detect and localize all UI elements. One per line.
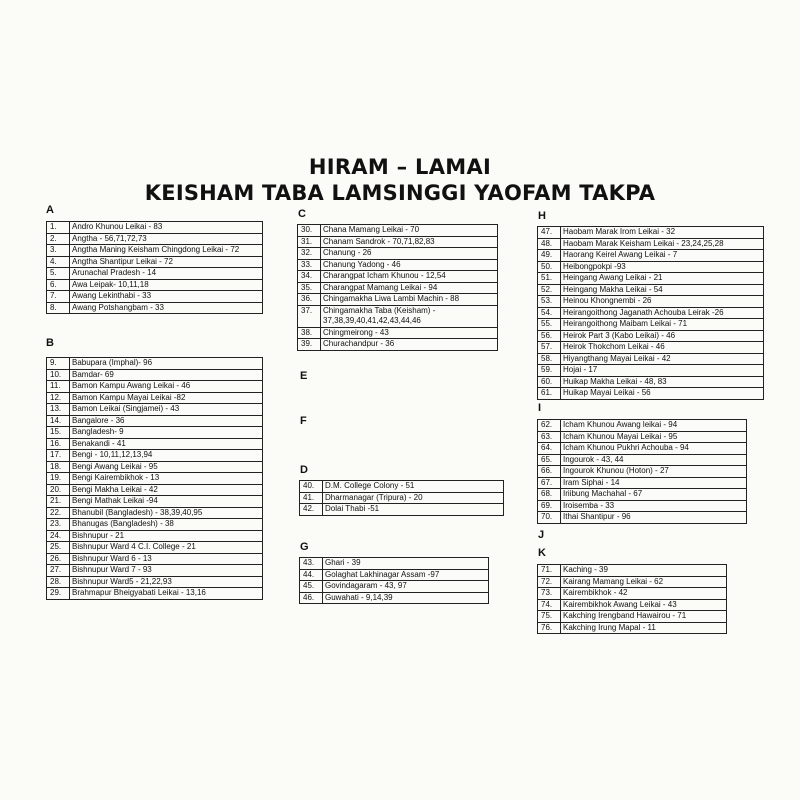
section-letter-k: K [538,547,546,559]
list-row [47,302,263,314]
list-row [300,581,489,593]
row-entry: Angtha - 56,71,72,73 [70,233,263,245]
section-letter-d: D [300,464,308,476]
row-number: 31. [298,236,321,248]
list-row [47,222,263,234]
row-entry: Charangpat Icham Khunou - 12,54 [321,271,498,283]
row-entry: Bhanubil (Bangladesh) - 38,39,40,95 [70,507,263,519]
row-entry: Bengi Kairembikhok - 13 [70,473,263,485]
list-row [538,599,727,611]
row-number: 75. [538,611,561,623]
row-number: 55. [538,319,561,331]
row-number: 72. [538,576,561,588]
row-entry: Bishnupur Ward5 - 21,22,93 [70,576,263,588]
row-number: 21. [47,496,70,508]
section-letter-j: J [538,529,545,541]
row-number: 63. [538,431,561,443]
list-row [47,438,263,450]
list-row [47,530,263,542]
row-number: 16. [47,438,70,450]
table-section-a [46,221,263,314]
row-number: 57. [538,342,561,354]
row-number: 49. [538,250,561,262]
row-entry: Andro Khunou Leikai - 83 [70,222,263,234]
row-entry: Babupara (Imphal)- 96 [70,358,263,370]
list-row [538,466,747,478]
row-entry: Bengi Mathak Leikai -94 [70,496,263,508]
row-number: 1. [47,222,70,234]
row-entry: Heingang Makha Leikai - 54 [561,284,764,296]
list-row [47,496,263,508]
row-number: 43. [300,558,323,570]
list-row [47,415,263,427]
list-row [47,507,263,519]
list-row [47,519,263,531]
row-number: 50. [538,261,561,273]
row-number: 66. [538,466,561,478]
row-entry: Churachandpur - 36 [321,339,498,351]
row-number: 4. [47,256,70,268]
row-number: 14. [47,415,70,427]
row-entry: Dolai Thabi -51 [323,504,504,516]
row-number: 22. [47,507,70,519]
row-entry: Haorang Keirel Awang Leikai - 7 [561,250,764,262]
row-entry: Bhanugas (Bangladesh) - 38 [70,519,263,531]
row-entry: Ithai Shantipur - 96 [561,512,747,524]
row-number: 3. [47,245,70,257]
row-entry: Bengi Makha Leikai - 42 [70,484,263,496]
row-number: 38. [298,327,321,339]
list-row [298,271,498,283]
list-row [47,473,263,485]
list-row [298,248,498,260]
row-entry: Haobam Marak Irom Leikai - 32 [561,227,764,239]
table-section-i [537,419,747,524]
table-section-d [299,480,504,516]
list-row [47,358,263,370]
row-number: 69. [538,500,561,512]
list-row [47,404,263,416]
row-number: 27. [47,565,70,577]
section-letter-i: I [538,402,542,414]
row-number: 59. [538,365,561,377]
list-row [538,477,747,489]
row-number: 76. [538,622,561,634]
list-row [298,294,498,306]
document-subtitle: KEISHAM TABA LAMSINGGI YAOFAM TAKPA [144,181,656,205]
row-entry: Hojai - 17 [561,365,764,377]
row-number: 44. [300,569,323,581]
row-entry: Charangpat Mamang Leikai - 94 [321,282,498,294]
row-entry: Ghari - 39 [323,558,489,570]
row-number: 67. [538,477,561,489]
row-number: 9. [47,358,70,370]
table-section-h [537,226,764,400]
row-entry: Awang Lekinthabi - 33 [70,291,263,303]
table-section-g [299,557,489,604]
list-row [298,305,498,327]
row-number: 18. [47,461,70,473]
row-entry: Benakandi - 41 [70,438,263,450]
list-row [47,279,263,291]
list-row [300,481,504,493]
row-entry: Ingourok Khunou (Hoton) - 27 [561,466,747,478]
row-number: 15. [47,427,70,439]
list-row [538,576,727,588]
row-entry: Golaghat Lakhinagar Assam -97 [323,569,489,581]
row-entry: Bamon Leikai (Singjamei) - 43 [70,404,263,416]
row-entry: Kairembikhok Awang Leikai - 43 [561,599,727,611]
list-row [538,227,764,239]
row-entry: Huikap Makha Leikai - 48, 83 [561,376,764,388]
list-row [47,256,263,268]
row-number: 73. [538,588,561,600]
list-row [298,327,498,339]
list-row [47,576,263,588]
row-number: 8. [47,302,70,314]
list-row [538,489,747,501]
list-row [538,250,764,262]
list-row [300,558,489,570]
row-entry: Icham Khunou Awang leikai - 94 [561,420,747,432]
list-row [298,339,498,351]
row-entry: Kakching Irung Mapal - 11 [561,622,727,634]
row-number: 2. [47,233,70,245]
row-entry: Heirok Part 3 (Kabo Leikai) - 46 [561,330,764,342]
row-number: 70. [538,512,561,524]
list-row [298,225,498,237]
list-row [300,569,489,581]
table-section-k [537,564,727,634]
row-entry: Bishnupur - 21 [70,530,263,542]
row-entry: Brahmapur Bheigyabati Leikai - 13,16 [70,588,263,600]
list-row [538,565,727,577]
row-entry: Ingourok - 43, 44 [561,454,747,466]
section-letter-g: G [300,541,309,553]
row-entry: Icham Khunou Mayai Leikai - 95 [561,431,747,443]
list-row [538,611,727,623]
list-row [47,484,263,496]
row-entry: Bishnupur Ward 7 - 93 [70,565,263,577]
list-row [300,504,504,516]
row-entry: Heinou Khongnembi - 26 [561,296,764,308]
row-number: 42. [300,504,323,516]
row-entry: Arunachal Pradesh - 14 [70,268,263,280]
list-row [300,592,489,604]
row-number: 61. [538,388,561,400]
section-letter-f: F [300,415,307,427]
row-number: 64. [538,443,561,455]
list-row [538,238,764,250]
list-row [538,512,747,524]
section-letter-h: H [538,210,546,222]
list-row [47,588,263,600]
row-number: 54. [538,307,561,319]
row-number: 47. [538,227,561,239]
row-entry: Huikap Mayai Leikai - 56 [561,388,764,400]
section-letter-e: E [300,370,308,382]
section-letter-b: B [46,337,54,349]
row-entry: Chanung Yadong - 46 [321,259,498,271]
row-number: 71. [538,565,561,577]
row-entry: Dharmanagar (Tripura) - 20 [323,492,504,504]
row-entry: Angtha Maning Keisham Chingdong Leikai - 72 [70,245,263,257]
list-row [298,282,498,294]
row-entry: Bamon Kampu Mayai Leikai -82 [70,392,263,404]
row-number: 74. [538,599,561,611]
row-entry: Kairang Mamang Leikai - 62 [561,576,727,588]
row-entry: Awa Leipak- 10,11,18 [70,279,263,291]
row-number: 32. [298,248,321,260]
row-entry: Angtha Shantipur Leikai - 72 [70,256,263,268]
list-row [538,330,764,342]
list-row [47,461,263,473]
list-row [47,268,263,280]
row-entry: Heingang Awang Leikai - 21 [561,273,764,285]
list-row [538,353,764,365]
list-row [538,622,727,634]
row-number: 20. [47,484,70,496]
row-number: 11. [47,381,70,393]
row-entry: Chingamakha Liwa Lambi Machin - 88 [321,294,498,306]
list-row [538,431,747,443]
list-row [538,319,764,331]
row-entry: Kairembikhok - 42 [561,588,727,600]
row-number: 26. [47,553,70,565]
row-number: 48. [538,238,561,250]
row-entry: Bangladesh- 9 [70,427,263,439]
row-entry: Guwahati - 9,14,39 [323,592,489,604]
list-row [47,381,263,393]
list-row [47,427,263,439]
row-number: 17. [47,450,70,462]
section-letter-a: A [46,204,54,216]
row-entry: Chingmeirong - 43 [321,327,498,339]
row-entry: Bangalore - 36 [70,415,263,427]
list-row [538,296,764,308]
list-row [47,565,263,577]
row-number: 45. [300,581,323,593]
list-row [538,443,747,455]
row-number: 29. [47,588,70,600]
row-entry: Bishnupur Ward 6 - 13 [70,553,263,565]
row-entry: Hiyangthang Mayai Leikai - 42 [561,353,764,365]
list-row [47,233,263,245]
list-row [47,542,263,554]
list-row [298,236,498,248]
row-number: 33. [298,259,321,271]
list-row [538,365,764,377]
list-row [47,369,263,381]
row-number: 12. [47,392,70,404]
row-entry: Awang Potshangbam - 33 [70,302,263,314]
row-entry: Iram Siphai - 14 [561,477,747,489]
list-row [538,454,747,466]
row-number: 25. [47,542,70,554]
list-row [538,420,747,432]
row-entry: Heirok Thokchom Leikai - 46 [561,342,764,354]
row-number: 35. [298,282,321,294]
row-entry: Chanung - 26 [321,248,498,260]
row-number: 10. [47,369,70,381]
list-row [538,388,764,400]
row-entry: Bengi Awang Leikai - 95 [70,461,263,473]
row-entry: Iroisemba - 33 [561,500,747,512]
list-row [298,259,498,271]
row-number: 65. [538,454,561,466]
row-entry: Kaching - 39 [561,565,727,577]
row-number: 24. [47,530,70,542]
row-entry: Bengi - 10,11,12,13,94 [70,450,263,462]
list-row [538,376,764,388]
row-entry: Chingamakha Taba (Keisham) - 37,38,39,40,41,42,43,44,46 [321,305,498,327]
row-entry: Heirangoithong Maibam Leikai - 71 [561,319,764,331]
row-number: 56. [538,330,561,342]
list-row [538,500,747,512]
row-number: 60. [538,376,561,388]
row-number: 68. [538,489,561,501]
row-number: 58. [538,353,561,365]
row-number: 36. [298,294,321,306]
row-number: 34. [298,271,321,283]
list-row [538,273,764,285]
row-number: 53. [538,296,561,308]
table-section-b [46,357,263,600]
list-row [47,450,263,462]
row-entry: Bamdar- 69 [70,369,263,381]
row-entry: Heibongpokpi -93 [561,261,764,273]
list-row [538,284,764,296]
table-section-c [297,224,498,351]
row-entry: Bamon Kampu Awang Leikai - 46 [70,381,263,393]
row-entry: Heirangoithong Jaganath Achouba Leirak -26 [561,307,764,319]
row-number: 40. [300,481,323,493]
row-number: 41. [300,492,323,504]
list-row [538,588,727,600]
row-number: 52. [538,284,561,296]
row-number: 46. [300,592,323,604]
list-row [47,553,263,565]
row-number: 6. [47,279,70,291]
section-letter-c: C [298,208,306,220]
row-number: 7. [47,291,70,303]
list-row [300,492,504,504]
list-row [47,245,263,257]
row-entry: Chana Mamang Leikai - 70 [321,225,498,237]
row-number: 37. [298,305,321,327]
row-number: 28. [47,576,70,588]
row-number: 62. [538,420,561,432]
row-number: 13. [47,404,70,416]
row-entry: D.M. College Colony - 51 [323,481,504,493]
list-row [538,261,764,273]
row-number: 30. [298,225,321,237]
row-entry: Iriibung Machahal - 67 [561,489,747,501]
row-entry: Govindagaram - 43, 97 [323,581,489,593]
row-entry: Kakching Irengband Hawairou - 71 [561,611,727,623]
list-row [538,342,764,354]
document-title: HIRAM – LAMAI [308,155,492,179]
list-row [47,291,263,303]
row-entry: Bishnupur Ward 4 C.I. College - 21 [70,542,263,554]
row-number: 39. [298,339,321,351]
row-number: 23. [47,519,70,531]
list-row [538,307,764,319]
row-entry: Chanam Sandrok - 70,71,82,83 [321,236,498,248]
row-entry: Icham Khunou Pukhri Achouba - 94 [561,443,747,455]
row-entry: Haobam Marak Keisham Leikai - 23,24,25,28 [561,238,764,250]
row-number: 5. [47,268,70,280]
row-number: 51. [538,273,561,285]
list-row [47,392,263,404]
row-number: 19. [47,473,70,485]
